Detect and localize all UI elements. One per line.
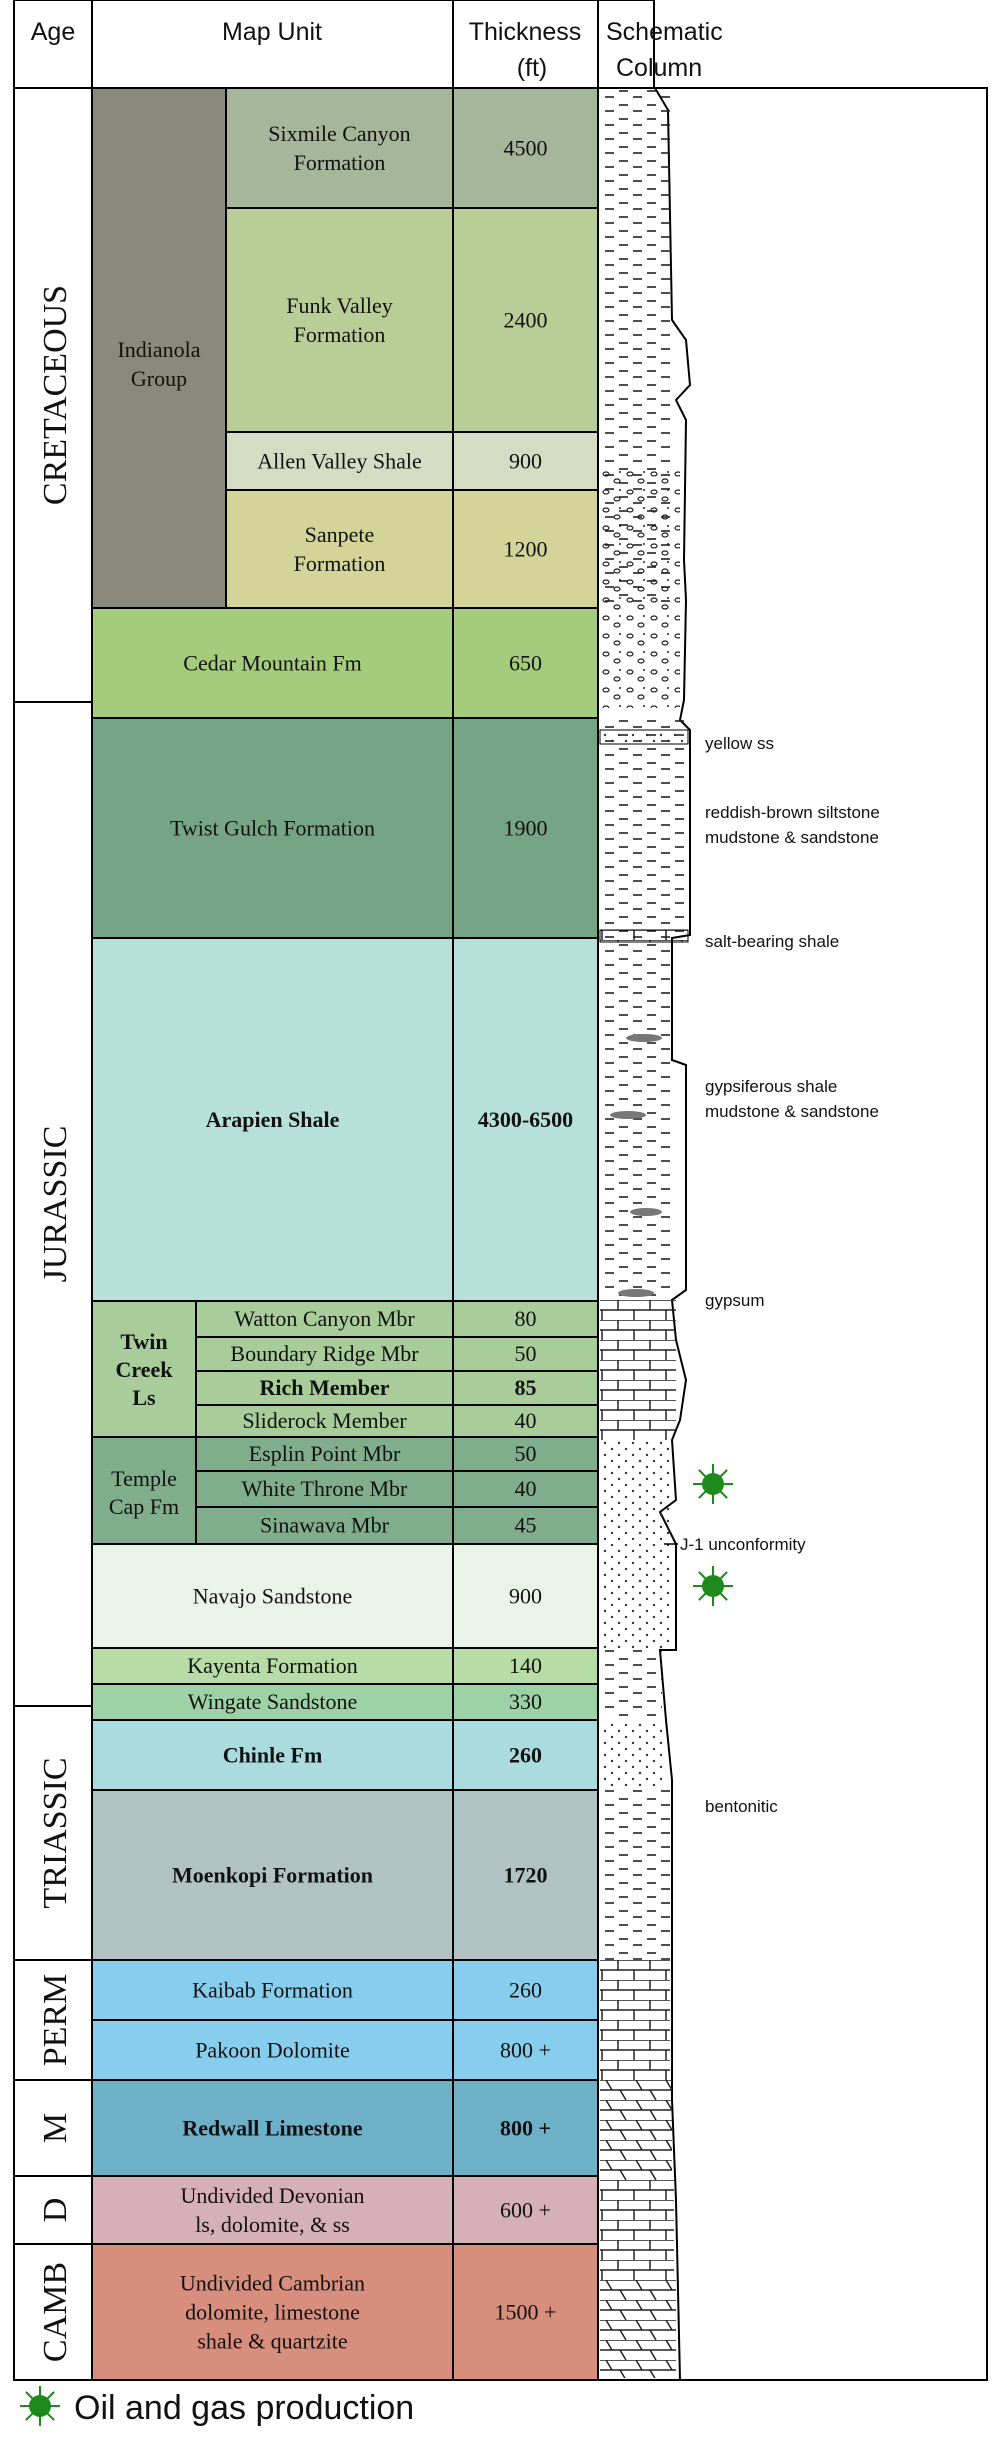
unit-row [226, 490, 598, 608]
unit-row [196, 1337, 598, 1371]
unit-thickness: 1720 [503, 1862, 548, 1888]
litho-band-cedar-mountain [600, 608, 680, 708]
unit-thickness: 140 [509, 1653, 542, 1678]
gypsum-lens-3 [630, 1208, 662, 1216]
burst-core [702, 1575, 724, 1597]
unit-name: Moenkopi Formation [171, 1862, 374, 1888]
note-yellow-ss: yellow ss [705, 734, 774, 753]
litho-band-moenkopi [600, 1790, 670, 1960]
gypsum-lens-4 [618, 1289, 654, 1297]
unit-row [92, 1544, 598, 1648]
header-row [14, 0, 723, 88]
age-label: D [37, 2197, 74, 2223]
unit-name: Kayenta Formation [187, 1653, 358, 1678]
unit-thickness: 85 [514, 1375, 537, 1400]
twin-creek-label-2: Creek [115, 1357, 173, 1382]
unit-thickness: 600 + [500, 2197, 551, 2223]
unit-name: Wingate Sandstone [187, 1689, 358, 1714]
note-reddish-brown-1: reddish-brown siltstone [705, 803, 880, 822]
unit-thickness: 900 [509, 1583, 542, 1609]
unit-name: dolomite, limestone [185, 2299, 360, 2325]
unit-row [196, 1507, 598, 1544]
age-label: JURASSIC [37, 1125, 74, 1283]
unit-name: Arapien Shale [205, 1107, 340, 1133]
unit-thickness: 4300-6500 [477, 1107, 574, 1133]
age-label: TRIASSIC [37, 1757, 74, 1909]
header-age: Age [30, 18, 76, 46]
unit-name: Chinle Fm [222, 1742, 323, 1768]
unit-row [92, 1790, 598, 1960]
twin-creek-label-3: Ls [132, 1385, 156, 1410]
unit-name: Redwall Limestone [182, 2115, 363, 2141]
unit-name: Kaibab Formation [192, 1977, 353, 2003]
litho-band-redwall [600, 2080, 672, 2180]
litho-band-twist-gulch [600, 718, 684, 938]
unit-row [92, 718, 598, 938]
column-notes [664, 734, 880, 1816]
unit-thickness: 80 [514, 1306, 537, 1331]
twin-creek-label-1: Twin [120, 1329, 168, 1354]
unit-thickness: 2400 [503, 307, 548, 333]
unit-row [92, 1960, 598, 2020]
header-schematic: Schematic [606, 18, 723, 46]
unit-thickness: 650 [509, 650, 542, 676]
litho-band-kaibab-pakoon [600, 1960, 670, 2080]
unit-row [226, 88, 598, 208]
unit-cell [196, 1507, 598, 1544]
unit-row [92, 2080, 598, 2176]
unit-row [92, 608, 598, 718]
age-column [14, 88, 92, 2380]
unit-name: Watton Canyon Mbr [234, 1306, 415, 1331]
unit-row [92, 938, 598, 1301]
temple-cap-label-1: Temple [111, 1466, 177, 1491]
unit-name: Sliderock Member [242, 1408, 407, 1433]
note-j1-unconformity: J-1 unconformity [680, 1535, 806, 1554]
schematic-column [598, 88, 690, 2380]
salt-band [600, 930, 688, 942]
note-reddish-brown-2: mudstone & sandstone [705, 828, 879, 847]
unit-thickness: 40 [514, 1408, 537, 1433]
unit-name: Formation [293, 322, 386, 348]
unit-cell [196, 1371, 598, 1405]
indianola-group-label-1: Indianola [117, 337, 201, 362]
unit-thickness: 50 [514, 1341, 537, 1366]
unit-name: Pakoon Dolomite [195, 2037, 350, 2063]
header-thickness: Thickness [468, 18, 582, 46]
unit-row [92, 1720, 598, 1790]
unit-name: Esplin Point Mbr [248, 1441, 401, 1466]
unit-row [226, 432, 598, 490]
unit-name: Boundary Ridge Mbr [230, 1341, 419, 1366]
age-label: PERM [37, 1973, 74, 2067]
age-label: CRETACEOUS [37, 284, 74, 506]
unit-name: Undivided Cambrian [179, 2270, 366, 2296]
unit-row [196, 1471, 598, 1507]
unit-name: Sixmile Canyon [268, 121, 411, 147]
yellow-ss-band [600, 730, 688, 744]
unit-thickness: 800 + [499, 2115, 552, 2141]
unit-thickness: 1200 [503, 536, 548, 562]
unit-name: Rich Member [259, 1375, 390, 1400]
unit-name: Undivided Devonian [180, 2183, 365, 2209]
unit-thickness: 900 [509, 448, 542, 474]
unit-name: Sanpete [304, 522, 375, 548]
oil-gas-marker-navajo [693, 1566, 733, 1606]
header-map-unit: Map Unit [221, 18, 323, 46]
unit-name: Formation [293, 551, 386, 577]
unit-row [196, 1371, 598, 1405]
oil-gas-legend-icon [20, 2386, 60, 2426]
unit-thickness: 4500 [503, 135, 548, 161]
legend [20, 2386, 414, 2427]
litho-band-devonian [600, 2180, 674, 2280]
litho-band-kayenta-wingate [600, 1650, 662, 1720]
litho-band-navajo [600, 1544, 674, 1648]
burst-core [702, 1473, 724, 1495]
unit-thickness: 40 [514, 1476, 537, 1501]
note-gypsum: gypsum [705, 1291, 765, 1310]
litho-band-conglomerate [600, 470, 680, 610]
unit-thickness: 50 [514, 1441, 537, 1466]
unit-thickness: 260 [509, 1742, 542, 1768]
header-column: Column [616, 54, 703, 82]
unit-name: Formation [293, 150, 386, 176]
gypsum-lens-1 [626, 1034, 662, 1042]
unit-row [226, 208, 598, 432]
unit-thickness: 1900 [503, 815, 548, 841]
age-label: M [37, 2112, 74, 2144]
legend-label: Oil and gas production [74, 2389, 415, 2427]
unit-name: Sinawava Mbr [260, 1512, 389, 1538]
unit-name: Allen Valley Shale [257, 448, 422, 474]
unit-thickness: 330 [509, 1689, 542, 1714]
unit-row [92, 2176, 598, 2244]
unit-thickness: 1500 + [494, 2299, 557, 2325]
burst-core [29, 2395, 51, 2417]
indianola-group-label-2: Group [130, 366, 188, 391]
unit-thickness: 800 + [500, 2037, 551, 2063]
unit-name: Twist Gulch Formation [169, 815, 376, 841]
litho-band-chinle [600, 1720, 666, 1790]
unit-name: Funk Valley [286, 293, 393, 319]
litho-band-temple-cap [600, 1440, 670, 1540]
unit-row [196, 1301, 598, 1337]
note-bentonitic: bentonitic [705, 1797, 778, 1816]
unit-row [92, 1684, 598, 1720]
litho-band-twin-creek [600, 1300, 676, 1440]
header-thickness-unit: (ft) [516, 54, 548, 82]
gypsum-lens-2 [610, 1111, 646, 1119]
unit-row [92, 1648, 598, 1684]
unit-thickness: 45 [514, 1512, 537, 1538]
note-gypsiferous-1: gypsiferous shale [705, 1077, 838, 1096]
unit-name: Cedar Mountain Fm [183, 650, 362, 676]
unit-name: Navajo Sandstone [192, 1583, 353, 1609]
age-label: CAMB [37, 2261, 74, 2363]
unit-row [92, 2020, 598, 2080]
unit-row [196, 1437, 598, 1471]
temple-cap-label-2: Cap Fm [108, 1494, 180, 1519]
unit-row [92, 2244, 598, 2380]
litho-band-cambrian [600, 2280, 676, 2378]
note-gypsiferous-2: mudstone & sandstone [705, 1102, 879, 1121]
unit-row [196, 1405, 598, 1437]
unit-thickness: 260 [509, 1977, 542, 2003]
unit-name: White Throne Mbr [241, 1476, 408, 1501]
oil-gas-marker-temple-cap [693, 1464, 733, 1504]
unit-name: shale & quartzite [197, 2328, 348, 2354]
note-salt-bearing: salt-bearing shale [705, 932, 840, 951]
unit-name: ls, dolomite, & ss [195, 2212, 350, 2238]
